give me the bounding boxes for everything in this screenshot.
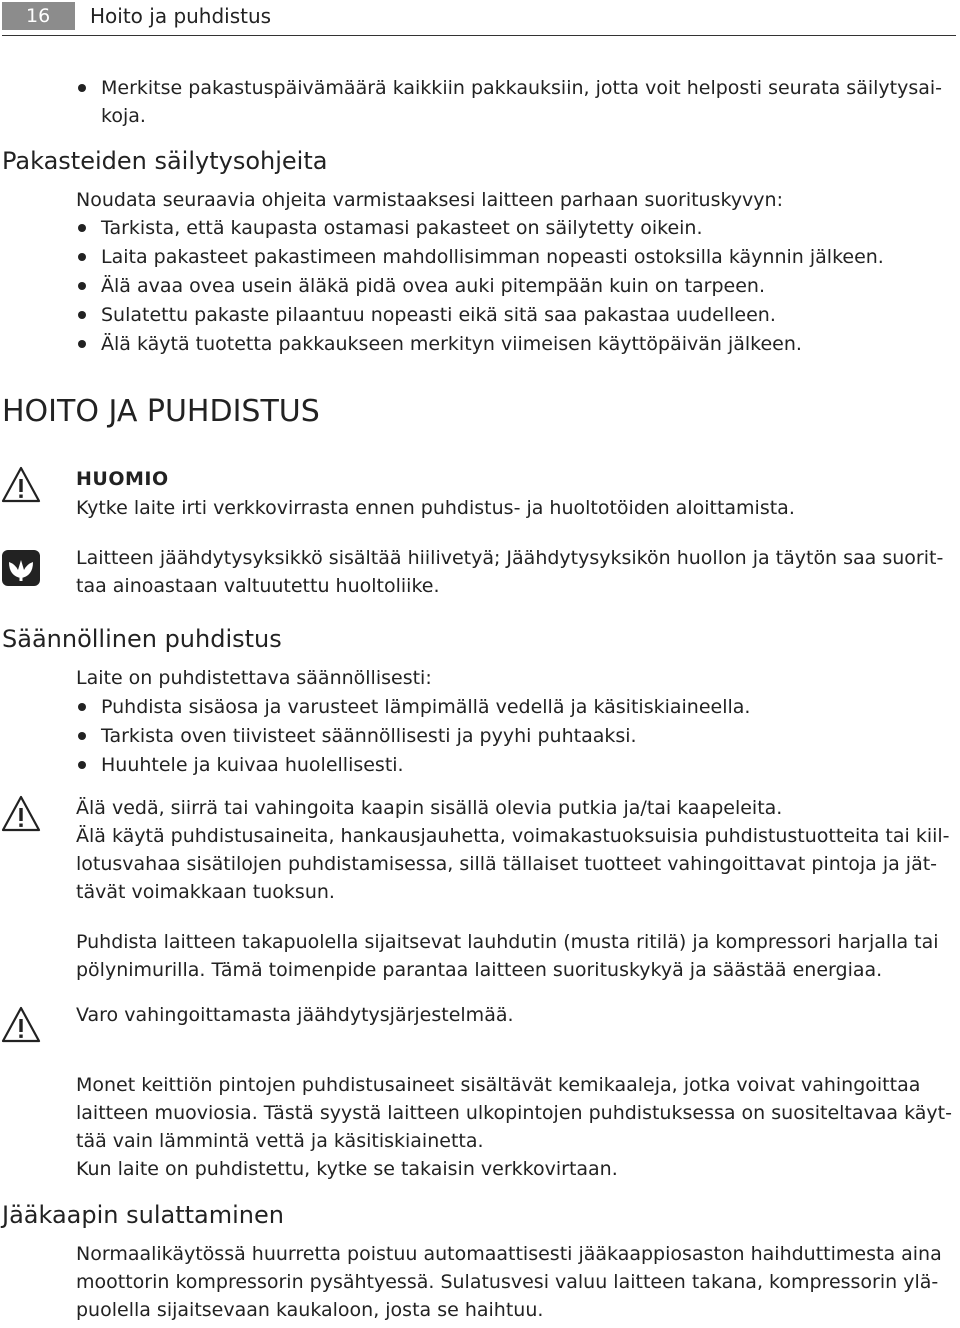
bullet-dot bbox=[78, 84, 86, 92]
header-divider bbox=[2, 35, 956, 36]
list-item: Huuhtele ja kuivaa huolellisesti. bbox=[101, 754, 404, 776]
warning-text: tävät voimakkaan tuoksun. bbox=[76, 881, 335, 903]
defrost-text: moottorin kompressorin pysähtyessä. Sulatusvesi valuu laitteen takana, kompressorin ylä- bbox=[76, 1271, 939, 1293]
chemicals-text: Monet keittiön pintojen puhdistusaineet sisältävät kemikaaleja, jotka voivat vahingoittaa bbox=[76, 1074, 921, 1096]
condenser-text: pölynimurilla. Tämä toimenpide parantaa laitteen suorituskykyä ja säästää energiaa. bbox=[76, 959, 883, 981]
bullet-dot bbox=[78, 340, 86, 348]
warning-triangle-icon bbox=[0, 465, 42, 505]
intro-bullet-text: Merkitse pakastuspäivämäärä kaikkiin pakkauksiin, jotta voit helposti seurata säilytysai- bbox=[101, 77, 943, 99]
bullet-dot bbox=[78, 761, 86, 769]
chapter-heading: HOITO JA PUHDISTUS bbox=[2, 394, 320, 429]
warning-text: lotusvahaa sisätilojen puhdistamisessa, sillä tällaiset tuotteet vahingoittavat pintoja ja jät- bbox=[76, 853, 938, 875]
environment-text: Laitteen jäähdytysyksikkö sisältää hiilivetyä; Jäähdytysyksikön huollon ja täytön saa suorit- bbox=[76, 547, 944, 569]
running-title: Hoito ja puhdistus bbox=[90, 4, 272, 28]
intro-bullet-text-continued: koja. bbox=[101, 105, 146, 127]
condenser-text: Puhdista laitteen takapuolella sijaitsevat lauhdutin (musta ritilä) ja kompressori harjalla tai bbox=[76, 931, 939, 953]
warning-text: Älä vedä, siirrä tai vahingoita kaapin sisällä olevia putkia ja/tai kaapeleita. bbox=[76, 797, 783, 819]
regular-cleaning-lead: Laite on puhdistettava säännöllisesti: bbox=[76, 667, 432, 689]
chemicals-text: laitteen muoviosia. Tästä syystä laitteen ulkopintojen puhdistuksessa on suositeltavaa käyt- bbox=[76, 1102, 952, 1124]
storage-heading: Pakasteiden säilytysohjeita bbox=[2, 147, 328, 175]
list-item: Älä avaa ovea usein äläkä pidä ovea auki pitempään kuin on tarpeen. bbox=[101, 275, 766, 297]
bullet-dot bbox=[78, 253, 86, 261]
warning-text: Älä käytä puhdistusaineita, hankausjauhetta, voimakastuoksuisia puhdistustuotteita tai kiil- bbox=[76, 825, 950, 847]
list-item: Älä käytä tuotetta pakkaukseen merkityn viimeisen käyttöpäivän jälkeen. bbox=[101, 333, 802, 355]
page-header bbox=[0, 0, 960, 36]
defrost-text: Normaalikäytössä huurretta poistuu automaattisesti jääkaappiosaston haihduttimesta aina bbox=[76, 1243, 942, 1265]
list-item: Laita pakasteet pakastimeen mahdollisimman nopeasti ostoksilla käynnin jälkeen. bbox=[101, 246, 884, 268]
list-item: Sulatettu pakaste pilaantuu nopeasti eikä sitä saa pakastaa uudelleen. bbox=[101, 304, 776, 326]
defrost-text: puolella sijaitsevaan kaukaloon, josta se haihtuu. bbox=[76, 1299, 544, 1321]
defrost-heading: Jääkaapin sulattaminen bbox=[2, 1201, 284, 1229]
warning-text: Varo vahingoittamasta jäähdytysjärjestelmää. bbox=[76, 1004, 514, 1026]
list-item: Tarkista, että kaupasta ostamasi pakasteet on säilytetty oikein. bbox=[101, 217, 703, 239]
notice-text: Kytke laite irti verkkovirrasta ennen puhdistus- ja huoltotöiden aloittamista. bbox=[76, 497, 795, 519]
bullet-dot bbox=[78, 703, 86, 711]
list-item: Puhdista sisäosa ja varusteet lämpimällä vedellä ja käsitiskiaineella. bbox=[101, 696, 751, 718]
bullet-dot bbox=[78, 732, 86, 740]
list-item: Tarkista oven tiivisteet säännöllisesti ja pyyhi puhtaaksi. bbox=[101, 725, 637, 747]
bullet-dot bbox=[78, 224, 86, 232]
warning-triangle-icon bbox=[0, 794, 42, 834]
environment-icon bbox=[0, 548, 42, 588]
environment-text-continued: taa ainoastaan valtuutettu huoltoliike. bbox=[76, 575, 440, 597]
bullet-dot bbox=[78, 282, 86, 290]
notice-title: HUOMIO bbox=[76, 468, 169, 490]
bullet-dot bbox=[78, 311, 86, 319]
chemicals-text: Kun laite on puhdistettu, kytke se takaisin verkkovirtaan. bbox=[76, 1158, 618, 1180]
chemicals-text: tää vain lämmintä vettä ja käsitiskiainetta. bbox=[76, 1130, 484, 1152]
warning-triangle-icon bbox=[0, 1005, 42, 1045]
page-number: 16 bbox=[2, 2, 75, 30]
regular-cleaning-heading: Säännöllinen puhdistus bbox=[2, 625, 282, 653]
storage-lead: Noudata seuraavia ohjeita varmistaaksesi laitteen parhaan suorituskyvyn: bbox=[76, 189, 783, 211]
